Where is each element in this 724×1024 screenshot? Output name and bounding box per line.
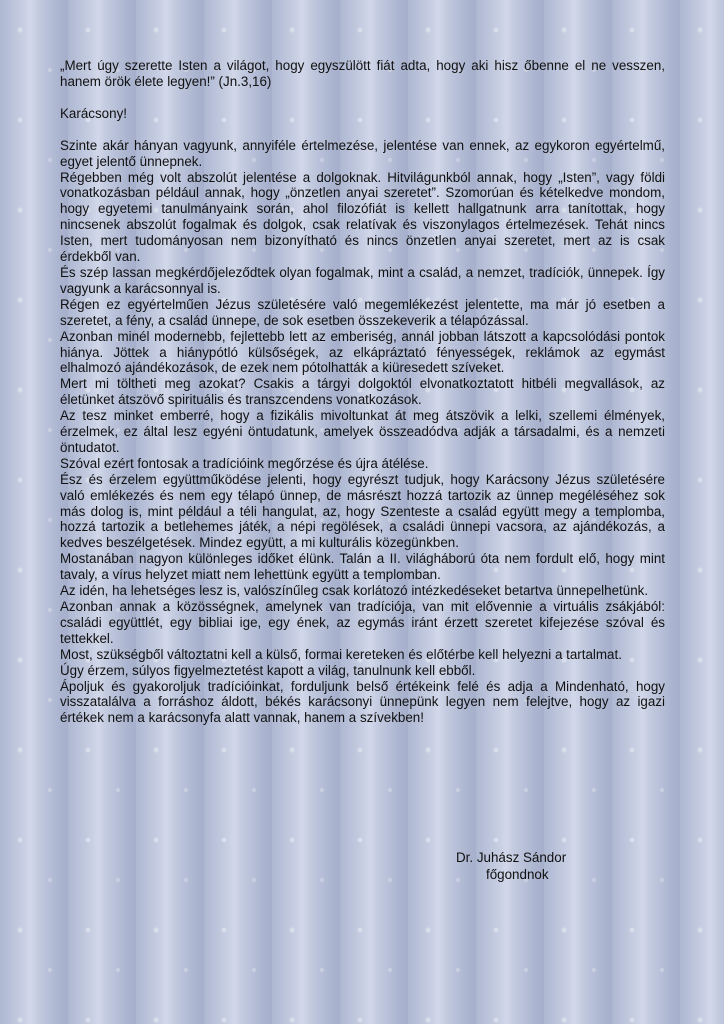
- paragraph: Most, szükségből változtatni kell a külső, formai kereteken és előtérbe kell helyezni a tartalmat.: [60, 646, 622, 662]
- paragraph: Ápoljuk és gyakoroljuk tradícióinkat, forduljunk belső értékeink felé és adja a Mindenható, hogy visszatalálva a forráshoz áldott, békés karácsonyi ünnepünk legyen nem felejtve, hogy az igazi értékek nem a karácsonyfa alatt vannak, hanem a szívekben!: [60, 678, 665, 726]
- signature-title: főgondnok: [486, 867, 549, 882]
- paragraph-list: [60, 138, 665, 727]
- paragraph: Azonban minél modernebb, fejlettebb lett az emberiség, annál jobban látszott a kapcsolódási pontok hiánya. Jöttek a hiánypótló külsőségek, az elkápráztató fényességek, reklámok az egymást elhalmozó ajándékozások, de ezek nem pótolhatták a kiüresedett szíveket.: [60, 328, 665, 376]
- paragraph: Régen ez egyértelműen Jézus születésére való megemlékezést jelentette, ma már jó esetben a szeretet, a fény, a család ünnepe, de sok esetben összekeverik a télapózással.: [60, 296, 665, 328]
- paragraph: Szóval ezért fontosak a tradícióink megőrzése és újra átélése.: [60, 455, 429, 471]
- paragraph: Az tesz minket emberré, hogy a fizikális mivoltunkat át meg átszövik a lelki, szellemi élmények, érzelmek, ez által lesz egyéni öntudatunk, amelyek összeadódva adják a társadalmi, és a nemzeti öntudatot.: [60, 408, 665, 455]
- paragraph: Szinte akár hányan vagyunk, annyiféle értelmezése, jelentése van ennek, az egykoron egyértelmű, egyet jelentő ünnepnek.: [60, 137, 665, 169]
- paragraph: Azonban annak a közösségnek, amelynek van tradíciója, van mit elővennie a virtuális zsákjából: családi együttlét, egy bibliai ige, egy ének, az egymás iránt érzett szeretet kifejezése szóval és tettekkel.: [60, 599, 665, 646]
- paragraph: És szép lassan megkérdőjeleződtek olyan fogalmak, mint a család, a nemzet, tradíciók, ünnepek. Így vagyunk a karácsonnyal is.: [60, 264, 665, 296]
- paragraph: Mostanában nagyon különleges időket élünk. Talán a II. világháború óta nem fordult elő, hogy mint tavaly, a vírus helyzet miatt nem lehettünk együtt a templomban.: [60, 551, 665, 583]
- signature-name: Dr. Juhász Sándor: [456, 850, 567, 865]
- letter-body: [60, 58, 665, 726]
- paragraph: Mert mi töltheti meg azokat? Csakis a tárgyi dolgoktól elvonatkoztatott hitbéli megvallások, az életünket átszövő spirituális és transzcendens vonatkozások.: [60, 376, 665, 408]
- greeting: Karácsony!: [60, 105, 127, 121]
- paragraph: Úgy érzem, súlyos figyelmeztetést kapott a világ, tanulnunk kell ebből.: [60, 662, 476, 678]
- bible-quote: „Mert úgy szerette Isten a világot, hogy egyszülött fiát adta, hogy aki hisz őbenne el ne vesszen, hanem örök élete legyen!” (Jn.3,16): [60, 58, 665, 89]
- signature: [456, 849, 596, 883]
- paragraph: Az idén, ha lehetséges lesz is, valószínűleg csak korlátozó intézkedéseket betartva ünnepelhetünk.: [60, 583, 649, 599]
- paragraph: Régebben még volt abszolút jelentése a dolgoknak. Hitvilágunkból annak, hogy „Isten”, vagy földi vonatkozásban például annak, hogy „önzetlen anyai szeretet”. Szomorúan és kételkedve mondom, hogy egyetemi tanulmányaink során, ahol filozófiát is kellett hallgatnunk arra tanítottak, hogy nincsenek abszolút fogalmak és dolgok, csak relatívak és viszonylagos értelmezések. Tehát nincs Isten, mert tudományosan nem bizonyítható és nincs önzetlen anyai szeretet, mert az is csak érdekből van.: [60, 169, 665, 265]
- paragraph: Ész és érzelem együttműködése jelenti, hogy egyrészt tudjuk, hogy Karácsony Jézus születésére való emlékezés és nem egy télapó ünnep, de másrészt hozzá tartozik az ünnep megéléséhez sok más dolog is, mint például a téli hangulat, az, hogy Szenteste a család együtt megy a templomba, hozzá tartozik a betlehemes játék, a népi regölések, a családi ünnepi vacsora, az ajándékozás, a kedves beszélgetések. Mindez együtt, a mi kulturális közegünkben.: [60, 471, 665, 551]
